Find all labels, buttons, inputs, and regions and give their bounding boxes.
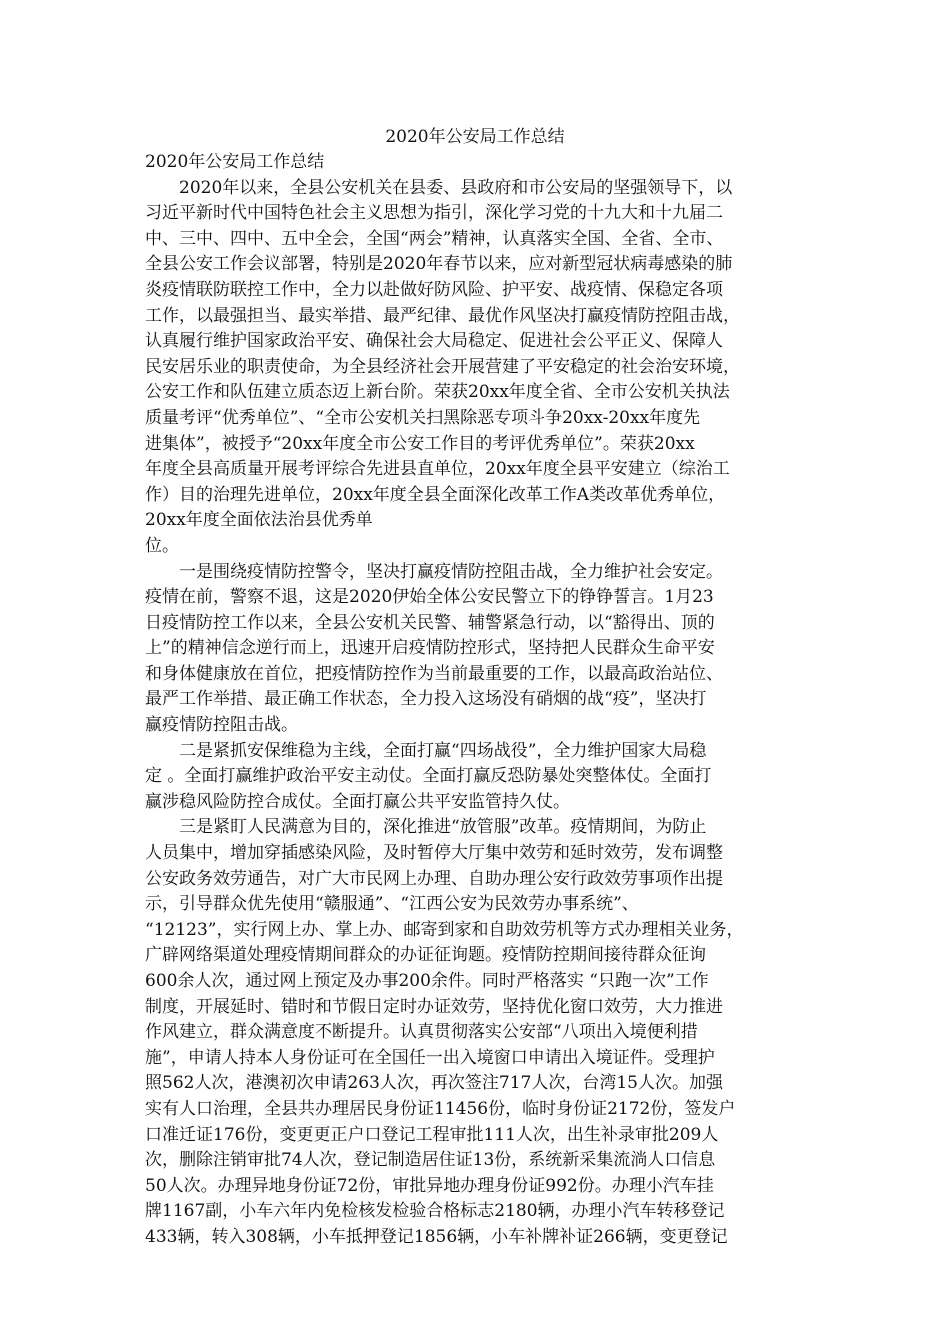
text-line: 20xx年度全面依法治县优秀单 <box>145 510 373 531</box>
text-line: 广辟网络渠道处理疫情期间群众的办证征询题。疫情防控期间接待群众征询 <box>145 945 706 966</box>
text-line: 认真履行维护国家政治平安、确保社会大局稳定、促进社会公平正义、保障人 <box>145 331 723 352</box>
text-line: 示，引导群众优先使用“赣服通”、“江西公安为民效劳办事系统”、 <box>145 894 639 915</box>
text-line: 2020年以来，全县公安机关在县委、县政府和市公安局的坚强领导下，以 <box>145 177 733 198</box>
text-line: 疫情在前，警察不退，这是2020伊始全体公安民警立下的铮铮誓言。1月23 <box>145 587 714 608</box>
text-line: 位。 <box>145 535 179 556</box>
text-line: 民安居乐业的职责使命，为全县经济社会开展营建了平安稳定的社会治安环境， <box>145 356 740 377</box>
text-line: 2020年公安局工作总结 <box>145 152 325 172</box>
text-line: 作）目的治理先进单位，20xx年度全县全面深化改革工作A类改革优秀单位， <box>145 484 726 505</box>
text-line: 二是紧抓安保维稳为主线，全面打赢“四场战役”，全力维护国家大局稳 <box>145 740 707 761</box>
text-line: 50人次。办理异地身份证72份，审批异地办理身份证992份。办理小汽车挂 <box>145 1175 714 1196</box>
text-line: 年度全县高质量开展考评综合先进县直单位，20xx年度全县平安建立（综治工 <box>145 459 730 480</box>
text-line: 炎疫情联防联控工作中，全力以赴做好防风险、护平安、战疫情、保稳定各项 <box>145 279 723 300</box>
text-line: 人员集中，增加穿插感染风险，及时暂停大厅集中效劳和延时效劳，发布调整 <box>145 843 723 864</box>
text-line: 600余人次，通过网上预定及办事200余件。同时严格落实 “只跑一次”工作 <box>145 971 709 991</box>
text-line: 三是紧盯人民满意为目的，深化推进“放管服”改革。疫情期间，为防止 <box>145 817 707 838</box>
text-line: 定 。全面打赢维护政治平安主动仗。全面打赢反恐防暴处突整体仗。全面打 <box>145 766 712 787</box>
text-line: 中、三中、四中、五中全会，全国“两会”精神，认真落实全国、全省、全市、 <box>145 228 724 249</box>
text-line: 上”的精神信念逆行而上，迅速开启疫情防控形式，坚持把人民群众生命平安 <box>145 638 715 659</box>
text-line: 作风建立，群众满意度不断提升。认真贯彻落实公安部“八项出入境便利措 <box>145 1022 698 1043</box>
text-line: 进集体”，被授予“20xx年度全市公安工作目的考评优秀单位”。荣获20xx <box>145 433 695 454</box>
text-line: 工作，以最强担当、最实举措、最严纪律、最优作风坚决打赢疫情防控阻击战， <box>145 305 740 326</box>
text-line: 照562人次，港澳初次申请263人次，再次签注717人次，台湾15人次。加强 <box>145 1073 723 1094</box>
text-line: 最严工作举措、最正确工作状态，全力投入这场没有硝烟的战“疫”，坚决打 <box>145 689 707 710</box>
text-line: 施”，申请人持本人身份证可在全国任一出入境窗口申请出入境证件。受理护 <box>145 1047 715 1068</box>
text-line: 习近平新时代中国特色社会主义思想为指引，深化学习党的十九大和十九届二 <box>145 203 723 224</box>
text-line: 质量考评“优秀单位”、“全市公安机关扫黑除恶专项斗争20xx-20xx年度先 <box>145 407 701 428</box>
text-line: 公安工作和队伍建立质态迈上新台阶。荣获20xx年度全省、全市公安机关执法 <box>145 382 730 403</box>
text-line: 全县公安工作会议部署，特别是2020年春节以来，应对新型冠状病毒感染的肺 <box>145 254 733 275</box>
text-line: 口准迁证176份，变更更正户口登记工程审批111人次，出生补录审批209人 <box>145 1124 719 1145</box>
text-line: 赢涉稳风险防控合成仗。全面打赢公共平安监管持久仗。 <box>145 791 570 812</box>
document-body <box>145 150 805 1251</box>
text-line: 一是围绕疫情防控警令，坚决打赢疫情防控阻击战，全力维护社会安定。 <box>145 561 723 582</box>
text-line: 次，删除注销审批74人次，登记制造居住证13份，系统新采集流淌人口信息 <box>145 1150 716 1171</box>
text-line: 和身体健康放在首位，把疫情防控作为当前最重要的工作，以最高政治站位、 <box>145 663 723 684</box>
text-line: 日疫情防控工作以来，全县公安机关民警、辅警紧急行动，以“豁得出、顶的 <box>145 612 715 633</box>
text-line: 制度，开展延时、错时和节假日定时办证效劳，坚持优化窗口效劳，大力推进 <box>145 996 723 1017</box>
text-line: 赢疫情防控阻击战。 <box>145 715 298 736</box>
text-line: 公安政务效劳通告，对广大市民网上办理、自助办理公安行政效劳事项作出提 <box>145 868 723 889</box>
text-line: 实有人口治理，全县共办理居民身份证11456份，临时身份证2172份，签发户 <box>145 1098 736 1119</box>
text-line: 433辆，转入308辆，小车抵押登记1856辆，小车补牌补证266辆，变更登记 <box>145 1226 728 1247</box>
text-line: 牌1167副，小车六年内免检核发检验合格标志2180辆，办理小汽车转移登记 <box>145 1201 725 1222</box>
text-line: “12123”，实行网上办、掌上办、邮寄到家和自助效劳机等方式办理相关业务， <box>145 919 744 940</box>
document-title: 2020年公安局工作总结 <box>385 127 565 147</box>
